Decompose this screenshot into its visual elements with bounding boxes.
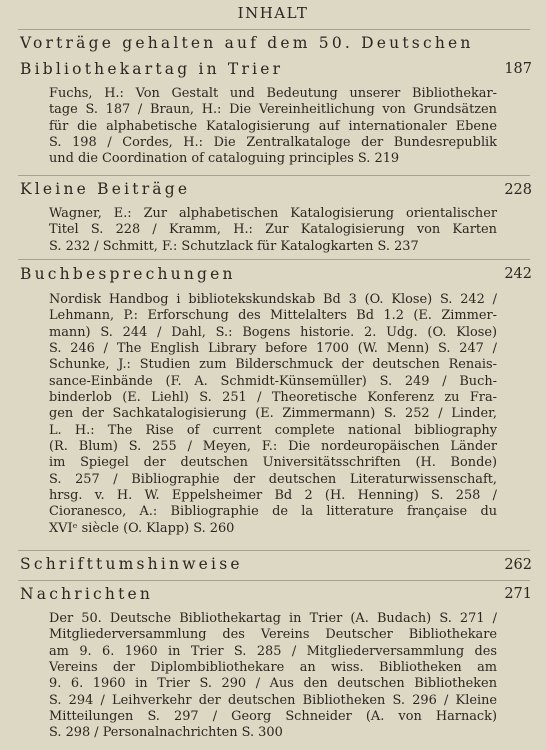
entry-line: 9. 6. 1960 in Trier S. 290 / Aus den deutschen Bibliotheken	[49, 676, 497, 692]
entry-line: S. 198 / Cordes, H.: Die Zentralkataloge der Bundesrepublik	[49, 135, 497, 151]
section-entries-nachrichten	[49, 611, 497, 742]
entry-line: Mitgliederversammlung des Vereins Deutscher Bibliothekare	[49, 627, 497, 643]
entry-line: hrsg. v. H. W. Eppelsheimer Bd 2 (H. Henning) S. 258 /	[49, 488, 497, 504]
page-title: INHALT	[237, 4, 309, 22]
entry-line: mann) S. 244 / Dahl, S.: Bogens historie. 2. Udg. (O. Klose)	[49, 324, 497, 340]
entry-line: XVIᵉ siècle (O. Klapp) S. 260	[49, 520, 235, 536]
entry-line: Der 50. Deutsche Bibliothekartag in Trier (A. Budach) S. 271 /	[49, 611, 497, 626]
page-number-vortraege: 187	[504, 61, 532, 77]
section-heading-schrifttum: Schrifttumshinweise	[20, 555, 243, 573]
entry-line: L. H.: The Rise of current complete national bibliography	[49, 422, 497, 438]
entry-line: binderlob (E. Liehl) S. 251 / Theoretische Konferenz zu Fra-	[49, 390, 497, 406]
entry-line: Mitteilungen S. 297 / Georg Schneider (A. von Harnack)	[49, 709, 497, 725]
section-entries-kleine	[49, 206, 497, 255]
section-heading-buch: Buchbesprechungen	[20, 265, 236, 283]
entry-line: Nordisk Handbog i bibliotekskundskab Bd 3 (O. Klose) S. 242 /	[49, 292, 497, 307]
section-heading-vortraege-line2: Bibliothekartag in Trier	[20, 60, 284, 78]
entry-line: im Spiegel der deutschen Universitätsschriften (H. Bonde)	[49, 455, 497, 471]
entry-line: S. 257 / Bibliographie der deutschen Literaturwissenschaft,	[49, 471, 497, 487]
entry-line: Wagner, E.: Zur alphabetischen Katalogisierung orientalischer	[49, 206, 497, 221]
section-divider	[18, 29, 530, 30]
entry-line: Titel S. 228 / Kramm, H.: Zur Katalogisierung von Karten	[49, 222, 497, 238]
section-entries-buch	[49, 292, 497, 537]
entry-line: und die Coordination of cataloguing principles S. 219	[49, 151, 400, 167]
entry-line: S. 294 / Leihverkehr der deutschen Bibliotheken S. 296 / Kleine	[49, 692, 497, 708]
page-number-nachrichten: 271	[504, 586, 532, 602]
section-heading-vortraege-line1: Vorträge gehalten auf dem 50. Deutschen	[20, 34, 474, 52]
page-number-schrifttum: 262	[504, 557, 532, 573]
section-heading-nachrichten: Nachrichten	[20, 585, 154, 603]
section-divider	[18, 580, 530, 581]
section-divider	[18, 259, 530, 260]
entry-line: Cioranesco, A.: Bibliographie de la litterature française du	[49, 504, 497, 520]
entry-line: tage S. 187 / Braun, H.: Die Vereinheitlichung von Grundsätzen	[49, 102, 497, 118]
entry-line: Vereins der Diplombibliothekare an wiss. Bibliotheken am	[49, 660, 497, 676]
entry-line: S. 232 / Schmitt, F.: Schutzlack für Katalogkarten S. 237	[49, 238, 419, 254]
entry-line: Fuchs, H.: Von Gestalt und Bedeutung unserer Bibliothekar-	[49, 86, 497, 101]
entry-line: am 9. 6. 1960 in Trier S. 285 / Mitgliederversammlung des	[49, 643, 497, 659]
section-entries-vortraege	[49, 86, 497, 168]
page-number-kleine: 228	[504, 182, 532, 198]
page-number-buch: 242	[504, 266, 532, 282]
entry-line: für die alphabetische Katalogisierung auf internationaler Ebene	[49, 118, 497, 134]
entry-line: S. 298 / Personalnachrichten S. 300	[49, 725, 283, 741]
section-divider	[18, 175, 530, 176]
entry-line: gen der Sachkatalogisierung (E. Zimmermann) S. 252 / Linder,	[49, 406, 497, 422]
entry-line: Schunke, J.: Studien zum Bilderschmuck der deutschen Renais-	[49, 357, 497, 373]
entry-line: (R. Blum) S. 255 / Meyen, F.: Die nordeuropäischen Länder	[49, 439, 497, 455]
section-divider	[18, 550, 530, 551]
section-heading-kleine: Kleine Beiträge	[20, 180, 191, 198]
entry-line: S. 246 / The English Library before 1700 (W. Menn) S. 247 /	[49, 341, 497, 357]
entry-line: sance-Einbände (F. A. Schmidt-Künsemüller) S. 249 / Buch-	[49, 373, 497, 389]
entry-line: Lehmann, P.: Erforschung des Mittelalters Bd 1.2 (E. Zimmer-	[49, 308, 497, 324]
